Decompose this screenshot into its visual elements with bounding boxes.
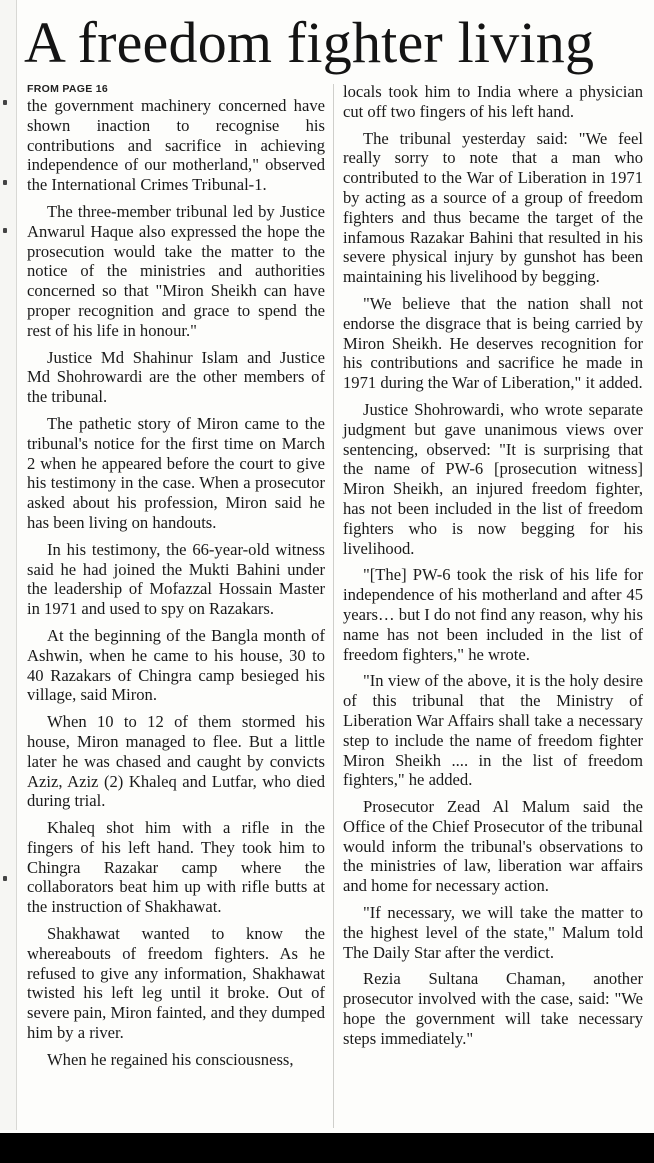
- article-column-right: [343, 82, 643, 1056]
- paragraph: "If necessary, we will take the matter to the highest level of the state," Malum told The Daily Star after the verdict.: [343, 903, 643, 962]
- paragraph: Justice Shohrowardi, who wrote separate judgment but gave unanimous views over sentencing, observed: "It is surprising that the name of PW-6 [prosecution witness] Miron Sheikh, an injured freedom fighter, has not been included in the list of freedom fighters who is now begging for his livelihood.: [343, 399, 643, 558]
- headline: A freedom fighter living: [24, 10, 595, 75]
- article-column-left: [27, 80, 325, 1077]
- paragraph: Prosecutor Zead Al Malum said the Office of the Chief Prosecutor of the tribunal would inform the tribunal's observations to the ministries of law, liberation war affairs and home for necessary action.: [343, 797, 643, 896]
- column-divider: [333, 84, 334, 1128]
- paragraph: The tribunal yesterday said: "We feel really sorry to note that a man who contributed to the War of Liberation in 1971 by acting as a source of a group of freedom fighters and thus became the target of the infamous Razakar Bahini that resulted in his severe physical injury by gunshot has been maintaining his livelihood by begging.: [343, 128, 643, 287]
- paragraph: When he regained his consciousness,: [47, 1049, 294, 1069]
- paragraph: Rezia Sultana Chaman, another prosecutor involved with the case, said: "We hope the government will take necessary steps immediately.": [343, 969, 643, 1048]
- paragraph: When 10 to 12 of them stormed his house, Miron managed to flee. But a little later he was chased and caught by convicts Aziz, Aziz (2) Khaleq and Lutfar, who died during trial.: [27, 712, 325, 811]
- adjacent-column-edge: [0, 0, 17, 1130]
- bottom-black-bar: [0, 1133, 654, 1163]
- paragraph: Justice Md Shahinur Islam and Justice Md Shohrowardi are the other members of the tribunal.: [27, 347, 325, 407]
- paragraph: The three-member tribunal led by Justice Anwarul Haque also expressed the hope the prosecution would take the matter to the notice of the ministries and authorities concerned so that "Miron Sheikh can have proper recognition and grace to spend the rest of his life in honour.": [27, 201, 325, 340]
- paragraph: In his testimony, the 66-year-old witness said he had joined the Mukti Bahini under the leadership of Mofazzal Hossain Master in 1971 and used to spy on Razakars.: [27, 539, 325, 619]
- paragraph: Shakhawat wanted to know the whereabouts of freedom fighters. As he refused to give any information, Shakhawat twisted his left leg until it broke. Out of severe pain, Miron fainted, and they dumped him by a river.: [27, 924, 325, 1043]
- paragraph: the government machinery concerned have shown inaction to recognise his contributions and sacrifice in achieving independence of our motherland," observed the International Crimes Tribunal-1.: [27, 96, 325, 195]
- paragraph: "In view of the above, it is the holy desire of this tribunal that the Ministry of Liberation War Affairs shall take a necessary step to include the name of freedom fighter Miron Sheikh .... in the list of freedom fighters," he added.: [343, 671, 643, 790]
- paragraph: "We believe that the nation shall not endorse the disgrace that is being carried by Miron Sheikh. He deserves recognition for his contributions and sacrifice he made in 1971 during the War of Liberation," it added.: [343, 293, 643, 393]
- paragraph: locals took him to India where a physician cut off two fingers of his left hand.: [343, 82, 643, 121]
- paragraph: "[The] PW-6 took the risk of his life for independence of his motherland and after 45 years… but I do not find any reason, why his name has not been included in the list of freedom fighters," he wrote.: [343, 565, 643, 664]
- paragraph: The pathetic story of Miron came to the tribunal's notice for the first time on March 2 when he appeared before the court to give his testimony in the case. When a prosecutor asked about his profession, Miron said he has been living on handouts.: [27, 413, 325, 532]
- paragraph: Khaleq shot him with a rifle in the fingers of his left hand. They took him to Chingra Razakar camp where the collaborators beat him up with rifle butts at the instruction of Shakhawat.: [27, 818, 325, 917]
- continuation-kicker: FROM PAGE 16: [27, 83, 109, 95]
- paragraph: At the beginning of the Bangla month of Ashwin, when he came to his house, 30 to 40 Razakars of Chingra camp besieged his village, said Miron.: [27, 625, 325, 705]
